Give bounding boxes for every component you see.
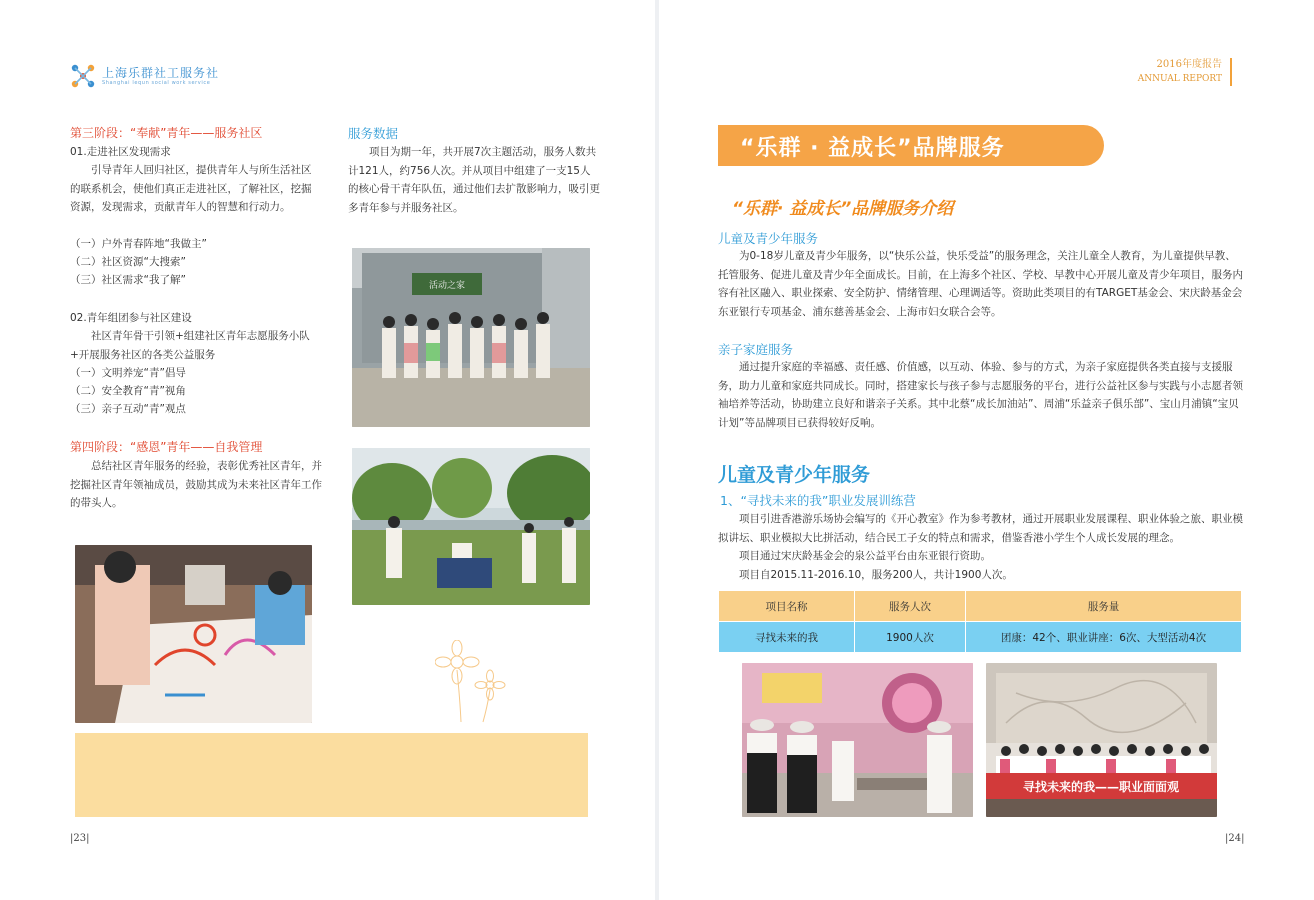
table-cell-count: 1900人次	[855, 622, 966, 653]
stage3-item1-list-3: （三）社区需求“我了解”	[70, 274, 186, 286]
stage3-item2-text: 社区青年骨干引领+组建社区青年志愿服务小队+开展服务社区的各类公益服务	[70, 330, 310, 361]
cooking-class-photo	[742, 663, 973, 817]
stage3-item2-title: 02.青年组团参与社区建设	[70, 312, 192, 324]
park-activity-photo	[352, 448, 590, 605]
stage3-item1-list-2: （二）社区资源“大搜索”	[70, 256, 186, 268]
stage4-text: 总结社区青年服务的经验，表彰优秀社区青年，并挖掘社区青年领袖成员，鼓励其成为未来社区青年工作的带头人。	[70, 460, 322, 509]
section-title-youth: 儿童及青少年服务	[718, 464, 871, 486]
youth-service-title: 儿童及青少年服务	[718, 231, 819, 246]
page-number-left: |23|	[70, 833, 90, 844]
project-text-3: 项目自2015.11-2016.10，服务200人，共计1900人次。	[739, 569, 1013, 581]
table-header-volume: 服务量	[966, 591, 1242, 622]
report-label	[1138, 58, 1232, 86]
family-service-title: 亲子家庭服务	[718, 342, 794, 357]
photo-sign-text: 活动之家	[428, 281, 466, 291]
flower-decoration	[435, 640, 510, 725]
project-title: 1、“寻找未来的我”职业发展训练营	[720, 493, 916, 508]
report-year: 2016年度报告	[1156, 59, 1222, 70]
stage4-title: 第四阶段：“感恩”青年——自我管理	[70, 440, 263, 454]
brand-banner-text: “乐群 · 益成长”品牌服务	[740, 136, 1005, 161]
group-photo-building	[352, 248, 590, 427]
table-cell-name: 寻找未来的我	[719, 622, 855, 653]
stage3-item1-list-1: （一）户外青春阵地“我做主”	[70, 238, 207, 250]
family-service-text: 通过提升家庭的幸福感、责任感、价值感，以互动、体验、参与的方式，为亲子家庭提供各类直接与支援服务，助力儿童和家庭共同成长。同时，搭建家长与孩子参与志愿服务的平台，进行公益社区参与实践与小志愿者领袖培养等活动，协助建立良好和谐亲子关系。其中北蔡“成长加油站”、周浦“乐益亲子俱乐部”、宝山月浦镇“宝贝计划”等品牌项目已获得较好反响。	[718, 361, 1243, 429]
group-banner-photo	[986, 663, 1217, 817]
org-name: 上海乐群社工服务社	[102, 66, 220, 80]
brand-intro-title: “乐群· 益成长”品牌服务介绍	[732, 199, 954, 219]
service-table	[718, 590, 1242, 653]
stage3-item2-list-1: （一）文明养宠“青”倡导	[70, 367, 186, 379]
stage3-item1-title: 01.走进社区发现需求	[70, 146, 171, 158]
orange-note-box	[75, 733, 588, 817]
table-row	[719, 622, 1242, 653]
service-data-text: 项目为期一年，共开展7次主题活动，服务人数共计121人，约756人次。并从项目中组建了一支15人的核心骨干青年队伍，通过他们去扩散影响力，吸引更多青年参与并服务社区。	[348, 146, 600, 214]
photo-banner-text: 寻找未来的我——职业面面观	[1022, 780, 1180, 794]
kids-painting-photo	[75, 545, 312, 723]
brand-banner	[718, 125, 1104, 166]
table-header-name: 项目名称	[719, 591, 855, 622]
page-number-right: |24|	[1225, 833, 1245, 844]
table-header-count: 服务人次	[855, 591, 966, 622]
stage3-item2-list-2: （二）安全教育“青”视角	[70, 385, 186, 397]
stage3-item1-text: 引导青年人回归社区，提供青年人与所生活社区的联系机会，使他们真正走进社区，了解社区，挖掘资源，发现需求，贡献青年人的智慧和行动力。	[70, 164, 312, 213]
project-text-1: 项目引进香港游乐场协会编写的《开心教室》作为参考教材，通过开展职业发展课程、职业体验之旅、职业模拟讲坛、职业模拟大比拼活动，结合民工子女的特点和需求，借鉴香港小学生个人成长发展的理念。	[718, 513, 1243, 544]
table-header-row	[719, 591, 1242, 622]
table-cell-volume: 团康：42个、职业讲座：6次、大型活动4次	[966, 622, 1242, 653]
stage3-title: 第三阶段：“奉献”青年——服务社区	[70, 126, 263, 140]
youth-service-text: 为0-18岁儿童及青少年服务，以“快乐公益，快乐受益”的服务理念，关注儿童全人教育，为儿童提供早教、托管服务、促进儿童及青少年全面成长。目前，在上海多个社区、学校、早教中心开展儿童及青少年项目，服务内容有社区融入、职业探索、安全防护、情绪管理、心理调适等。资助此类项目的有TARGET基金会、宋庆龄基金会东亚银行专项基金、浦东慈善基金会、上海市妇女联合会等。	[718, 250, 1243, 318]
project-text-2: 项目通过宋庆龄基金会的泉公益平台由东亚银行资助。	[739, 550, 991, 562]
stage3-item2-list-3: （三）亲子互动“青”观点	[70, 403, 186, 415]
report-en: ANNUAL REPORT	[1137, 74, 1222, 84]
service-data-title: 服务数据	[348, 126, 399, 141]
org-name-en: Shanghai lequn social work service	[102, 80, 211, 86]
logo-icon	[70, 63, 96, 89]
